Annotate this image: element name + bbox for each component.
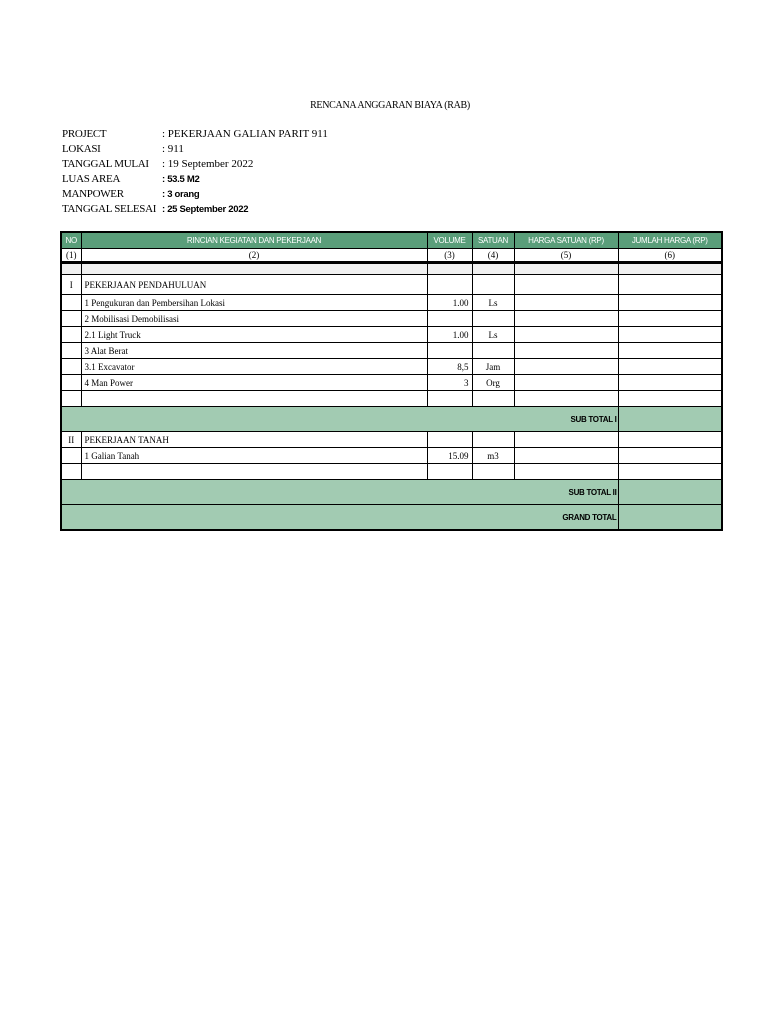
item-satuan: Jam (472, 359, 514, 375)
document-title: RENCANA ANGGARAN BIAYA (RAB) (310, 100, 470, 111)
info-value: : PEKERJAAN GALIAN PARIT 911 (162, 128, 328, 140)
info-label: MANPOWER (62, 188, 124, 200)
item-satuan: m3 (472, 448, 514, 464)
info-row-tanggal-mulai (62, 157, 328, 172)
section-title: PEKERJAAN PENDAHULUAN (81, 275, 427, 295)
empty-row (61, 391, 722, 407)
item-satuan: Ls (472, 327, 514, 343)
grand-total-label: GRAND TOTAL (61, 505, 618, 531)
info-label: PROJECT (62, 128, 107, 140)
section-no: II (61, 432, 81, 448)
info-row-tanggal-selesai (62, 202, 328, 217)
item-volume: 3 (427, 375, 472, 391)
table-row (61, 311, 722, 327)
grand-total-value (618, 505, 722, 531)
subtotal-label: SUB TOTAL II (61, 480, 618, 505)
item-desc: 1 Galian Tanah (81, 448, 427, 464)
index-cell: (6) (618, 249, 722, 263)
info-value: : 3 orang (162, 189, 200, 200)
index-cell: (1) (61, 249, 81, 263)
item-volume: 1.00 (427, 295, 472, 311)
table-row (61, 448, 722, 464)
info-row-lokasi (62, 142, 328, 157)
table-row (61, 375, 722, 391)
column-index-row (61, 249, 722, 263)
item-satuan (472, 343, 514, 359)
info-label: TANGGAL MULAI (62, 158, 149, 170)
item-desc: 3 Alat Berat (81, 343, 427, 359)
item-satuan: Ls (472, 295, 514, 311)
item-volume: 1.00 (427, 327, 472, 343)
item-volume: 8,5 (427, 359, 472, 375)
info-row-project (62, 127, 328, 142)
header-jumlah-harga: JUMLAH HARGA (RP) (618, 232, 722, 249)
subtotal-row (61, 407, 722, 432)
section-row (61, 432, 722, 448)
info-value: : 25 September 2022 (162, 204, 249, 215)
index-cell: (3) (427, 249, 472, 263)
index-cell: (2) (81, 249, 427, 263)
index-cell: (5) (514, 249, 618, 263)
info-label: LOKASI (62, 143, 101, 155)
subtotal-value (618, 407, 722, 432)
info-label: LUAS AREA (62, 173, 121, 185)
item-satuan (472, 311, 514, 327)
header-harga-satuan: HARGA SATUAN (RP) (514, 232, 618, 249)
header-no: NO (61, 232, 81, 249)
section-title: PEKERJAAN TANAH (81, 432, 427, 448)
item-desc: 2 Mobilisasi Demobilisasi (81, 311, 427, 327)
project-info (62, 127, 328, 217)
table-row (61, 327, 722, 343)
header-volume: VOLUME (427, 232, 472, 249)
section-row (61, 275, 722, 295)
subtotal-value (618, 480, 722, 505)
rab-table (60, 231, 723, 531)
item-volume (427, 311, 472, 327)
table-row (61, 359, 722, 375)
index-cell: (4) (472, 249, 514, 263)
item-volume: 15.09 (427, 448, 472, 464)
subtotal-row (61, 480, 722, 505)
item-desc: 4 Man Power (81, 375, 427, 391)
header-rincian: RINCIAN KEGIATAN DAN PEKERJAAN (81, 232, 427, 249)
info-row-manpower (62, 187, 328, 202)
grand-total-row (61, 505, 722, 531)
item-desc: 1 Pengukuran dan Pembersihan Lokasi (81, 295, 427, 311)
item-volume (427, 343, 472, 359)
info-value: : 53.5 M2 (162, 174, 200, 185)
table-row (61, 295, 722, 311)
header-satuan: SATUAN (472, 232, 514, 249)
spacer-row (61, 263, 722, 275)
table-row (61, 343, 722, 359)
info-row-luas-area (62, 172, 328, 187)
info-label: TANGGAL SELESAI (62, 203, 157, 215)
info-value: : 911 (162, 143, 184, 155)
item-desc: 2.1 Light Truck (81, 327, 427, 343)
subtotal-label: SUB TOTAL I (61, 407, 618, 432)
item-desc: 3.1 Excavator (81, 359, 427, 375)
section-no: I (61, 275, 81, 295)
table-header-row (61, 232, 722, 249)
empty-row (61, 464, 722, 480)
info-value: : 19 September 2022 (162, 158, 254, 170)
item-satuan: Org (472, 375, 514, 391)
